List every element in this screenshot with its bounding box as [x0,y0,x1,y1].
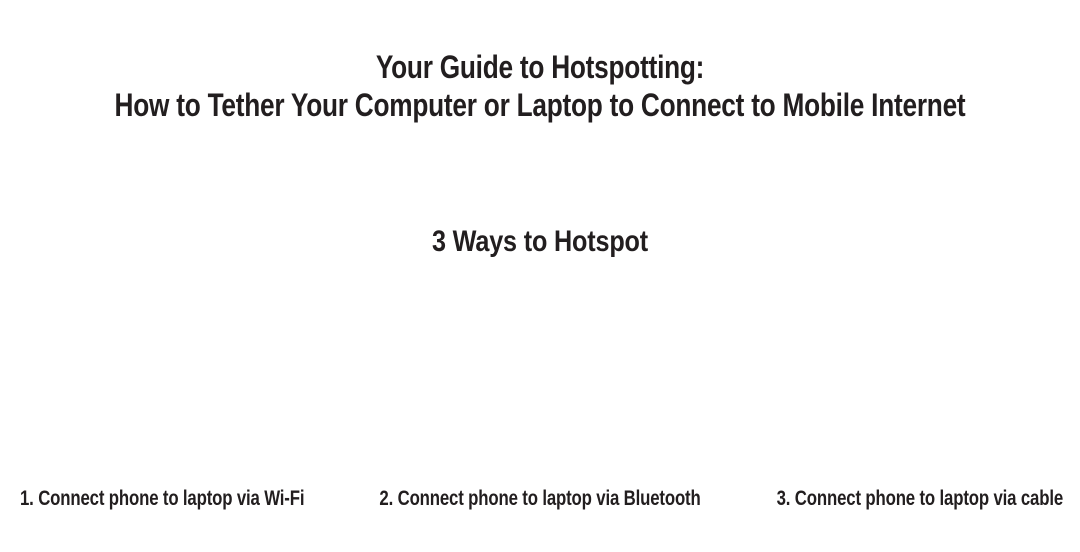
step-caption-wifi: 1. Connect phone to laptop via Wi-Fi [20,487,305,510]
step-caption-bluetooth: 2. Connect phone to laptop via Bluetooth [379,487,701,510]
step-caption-cable: 3. Connect phone to laptop via cable [776,487,1063,510]
page-title-line-1: Your Guide to Hotspotting: [375,49,705,85]
page-title [0,48,1080,124]
page-title-line-2: How to Tether Your Computer or Laptop to Connect to Mobile Internet [114,87,966,123]
section-heading: 3 Ways to Hotspot [431,225,649,258]
